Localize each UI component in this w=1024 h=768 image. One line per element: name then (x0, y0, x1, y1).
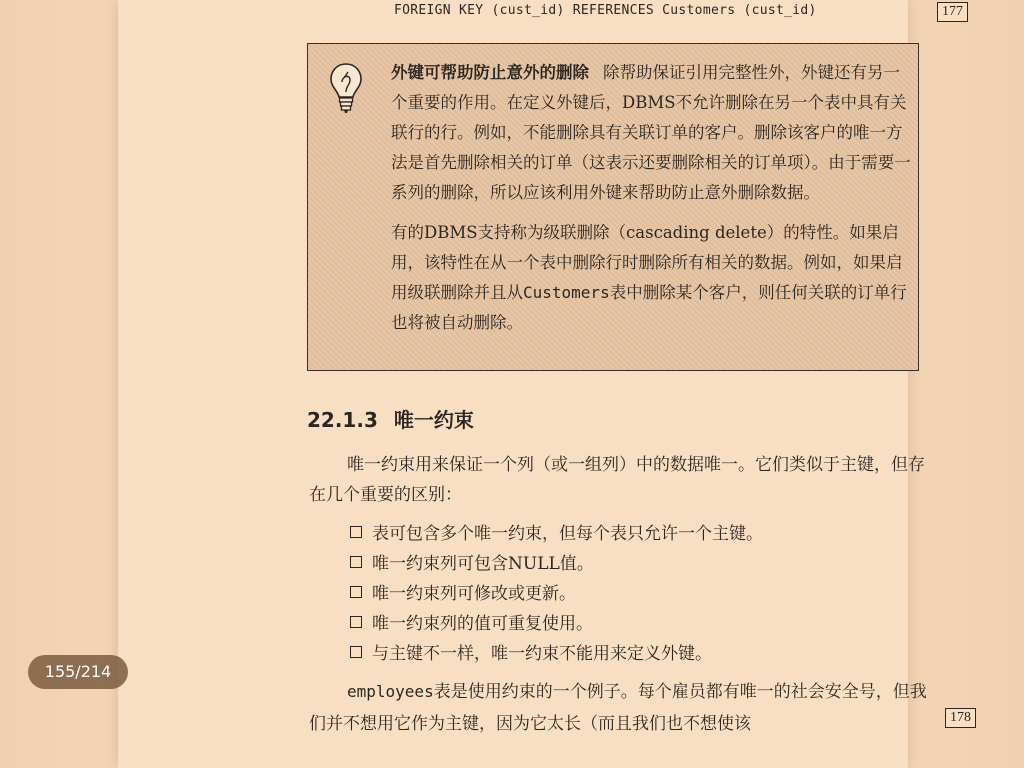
closing-text: 表是使用约束的一个例子。每个雇员都有唯一的社会安全号，但我们并不想用它作为主键，因为它太长（而且我们也不想使该 (309, 682, 927, 734)
section-title: 唯一约束 (393, 408, 474, 432)
page-number-marker-top: 177 (937, 2, 968, 22)
list-item-text: 表可包含多个唯一约束，但每个表只允许一个主键。 (372, 524, 763, 544)
checkbox-bullet-icon (350, 646, 362, 658)
tip-paragraph-2-code: Customers (523, 283, 610, 302)
differences-list (350, 519, 930, 669)
list-item-text: 唯一约束列可包含NULL值。 (372, 554, 594, 574)
section-heading (307, 404, 474, 433)
list-item-text: 唯一约束列的值可重复使用。 (372, 614, 593, 634)
tip-paragraph-1-text: 除帮助保证引用完整性外，外键还有另一个重要的作用。在定义外键后，DBMS不允许删除在另一个表中具有关联行的行。例如，不能删除具有关联订单的客户。删除该客户的唯一方法是首先删除相关的订单（这表示还要删除相关的订单项）。由于需要一系列的删除，所以应该利用外键来帮助防止意外删除数据。 (391, 63, 911, 202)
section-number: 22.1.3 (307, 408, 378, 432)
lightbulb-icon (328, 60, 364, 116)
tip-box (307, 43, 919, 371)
list-item-text: 与主键不一样，唯一约束不能用来定义外键。 (372, 644, 712, 664)
checkbox-bullet-icon (350, 556, 362, 568)
header-code-line: FOREIGN KEY (cust_id) REFERENCES Customers (cust_id) (394, 3, 817, 18)
checkbox-bullet-icon (350, 526, 362, 538)
list-item (350, 579, 930, 609)
intro-paragraph: 唯一约束用来保证一个列（或一组列）中的数据唯一。它们类似于主键，但存在几个重要的区别： (309, 455, 925, 505)
tip-text (391, 58, 911, 338)
list-item (350, 549, 930, 579)
list-item-text: 唯一约束列可修改或更新。 (372, 584, 576, 604)
checkbox-bullet-icon (350, 616, 362, 628)
closing-code: employees (347, 682, 434, 701)
page-counter-badge[interactable]: 155/214 (28, 655, 128, 689)
tip-paragraph-2-before: 有的DBMS支持称为级联删除（cascading delete）的特性。如果启用，该特性在从一个表中删除行时删除所有相关的数据。例如，如果启用级联删除并且从 (391, 223, 903, 302)
list-item (350, 609, 930, 639)
tip-title: 外键可帮助防止意外的删除 (391, 63, 589, 82)
page-number-marker-bottom: 178 (945, 708, 976, 728)
closing-paragraph (309, 676, 929, 740)
tip-paragraph-2 (391, 218, 911, 338)
list-item (350, 519, 930, 549)
tip-paragraph-1 (391, 58, 911, 208)
tip-paragraph-2-after: 表中删除某个客户，则任何关联的订单行也将被自动删除。 (391, 283, 907, 332)
list-item (350, 639, 930, 669)
checkbox-bullet-icon (350, 586, 362, 598)
book-page[interactable] (118, 0, 971, 768)
